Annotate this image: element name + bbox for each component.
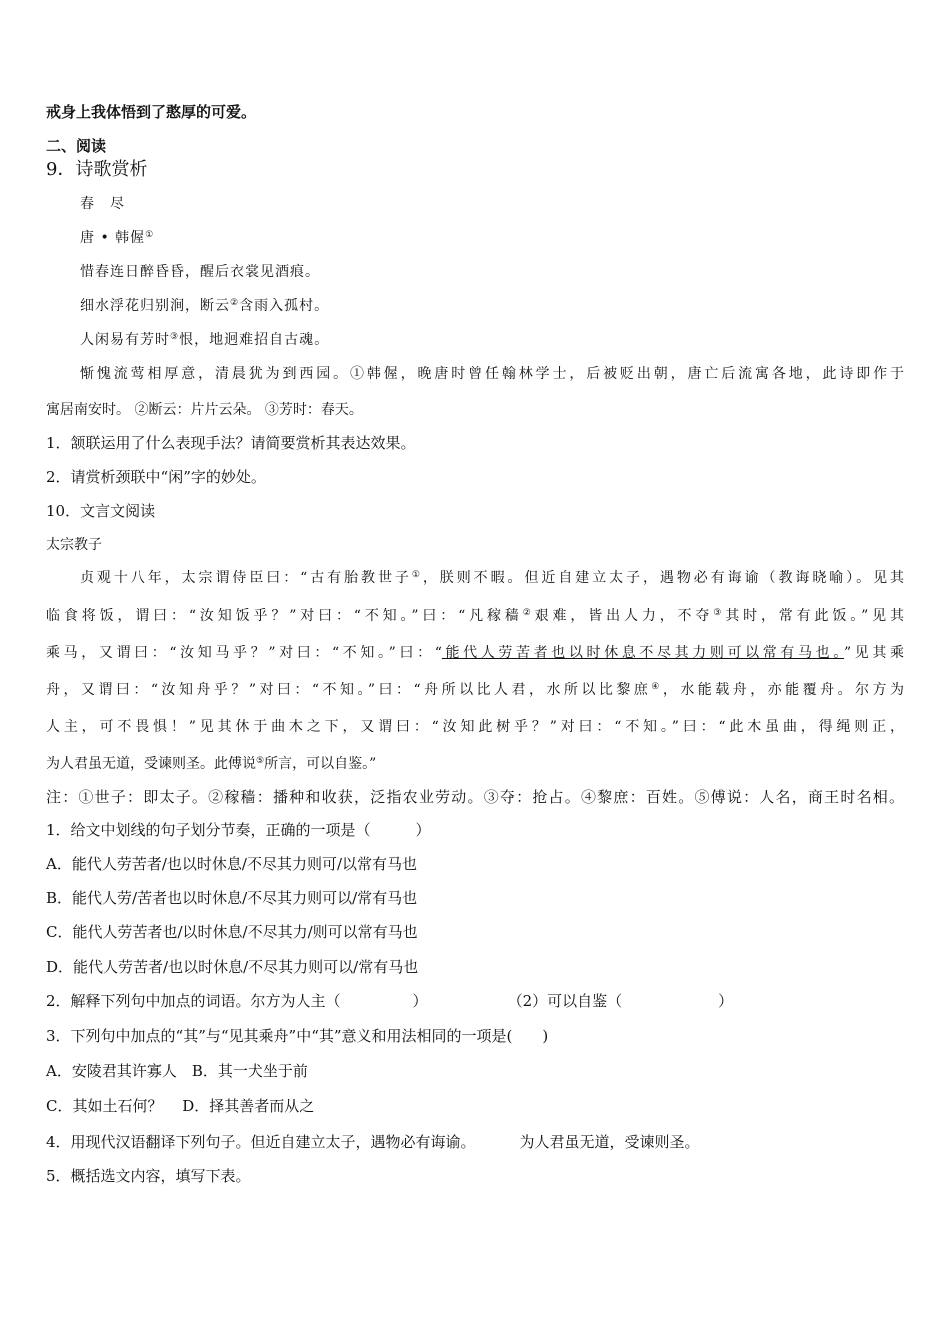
poem-line-3 [80, 330, 329, 350]
footnote-mark: ① [411, 570, 423, 580]
classical-para-line-6 [46, 754, 376, 774]
poem-line-1: 惜春连日醉昏昏，醒后衣裳见酒痕。 [80, 264, 320, 280]
top-line: 戒身上我体悟到了憨厚的可爱。 [46, 103, 257, 121]
footnote-mark: ③ [170, 332, 180, 342]
footnote-mark: ② [522, 608, 535, 618]
text-segment: ） [412, 992, 428, 1010]
q10-q1-option-b: B．能代人劳/苦者也以时休息/不尽其力则可以/常有马也 [46, 889, 418, 907]
poem-author-name: 唐 • 韩偓 [80, 230, 146, 246]
poem-notes-continued: 寓居南安时。 ②断云：片片云朵。 ③芳时：春天。 [46, 402, 363, 418]
poem-line-2 [80, 296, 329, 316]
footnote-mark: ② [230, 298, 240, 308]
classical-para-line-4 [46, 680, 904, 700]
text-segment: ”见其乘 [843, 645, 904, 661]
text-segment: 其时，常有此饭。”见其 [725, 608, 904, 624]
poem-author [80, 228, 154, 248]
classical-para-line-3 [46, 643, 904, 663]
poem-title: 春 尽 [80, 196, 125, 212]
text-segment: 艰难，皆出人力，不夺 [534, 608, 714, 624]
footnote-mark: ④ [651, 682, 663, 692]
text-segment: 所言，可以自鉴。” [264, 756, 377, 772]
footnote-mark: ③ [713, 608, 726, 618]
poem-line-4-with-notes: 惭愧流莺相厚意，清晨犹为到西园。①韩偓，晚唐时曾任翰林学士，后被贬出朝，唐亡后流寓各地，此诗即作于 [80, 366, 904, 382]
q10-question-3: 3．下列句中加点的“其”与“见其乘舟”中“其”意义和用法相同的一项是( ) [46, 1027, 549, 1045]
footnote-mark: ⑤ [256, 756, 265, 766]
question-9-title: 9．诗歌赏析 [46, 159, 148, 180]
text-segment: 2．解释下列句中加点的词语。尔方为人主（ [46, 992, 341, 1010]
poem-line-2-part-a: 细水浮花归别涧，断云 [80, 298, 230, 314]
section-title-reading: 二、阅读 [46, 137, 107, 155]
q10-question-2 [46, 991, 733, 1011]
classical-text-title: 太宗教子 [46, 537, 102, 553]
text-segment: ） [718, 992, 734, 1010]
q10-q3-options-ab: A．安陵君其许寡人 B．其一犬坐于前 [46, 1062, 308, 1080]
q10-q3-options-cd: C．其如土石何？ D．择其善者而从之 [46, 1097, 315, 1115]
underlined-sentence: 能代人劳苦者也以时休息不尽其力则可以常有马也。 [441, 645, 844, 661]
q10-question-1: 1．给文中划线的句子划分节奏，正确的一项是（ ） [46, 821, 431, 839]
poem-line-3-part-a: 人闲易有芳时 [80, 332, 170, 348]
poem-line-3-part-b: 恨，地迥难招自古魂。 [179, 332, 330, 348]
text-segment: 贞观十八年，太宗谓侍臣曰：“古有胎教世子 [80, 570, 412, 586]
q9-subquestion-2: 2．请赏析颈联中“闲”字的妙处。 [46, 468, 266, 486]
q10-question-4 [46, 1132, 700, 1152]
text-segment: 4．用现代汉语翻译下列句子。但近自建立太子，遇物必有诲谕。 [46, 1133, 476, 1151]
classical-para-line-1 [80, 568, 904, 588]
text-segment: （2）可以自鉴（ [507, 992, 623, 1010]
q10-q1-option-a: A．能代人劳苦者/也以时休息/不尽其力则可/以常有马也 [46, 855, 417, 873]
text-segment: 舟，又谓曰：“汝知舟乎？”对曰：“不知。”曰：“舟所以比人君，水所以比黎庶 [46, 682, 652, 698]
annotation: 注：①世子：即太子。②稼穑：播种和收获，泛指农业劳动。③夺：抢占。④黎庶：百姓。⑤傅说：人名，商王时名相。 [46, 788, 904, 806]
text-segment: ，朕则不暇。但近自建立太子，遇物必有诲谕（教诲晓喻）。见其 [422, 570, 904, 586]
text-segment: 为人君虽无道，受谏则圣。 [519, 1133, 700, 1151]
classical-para-line-5: 人主，可不畏惧！”见其休于曲木之下，又谓曰：“汝知此树乎？”对曰：“不知。”曰：“此木虽曲，得绳则正， [46, 719, 904, 735]
q10-q1-option-c: C．能代人劳苦者也/以时休息/不尽其力/则可以常有马也 [46, 923, 418, 941]
q10-question-5: 5．概括选文内容，填写下表。 [46, 1167, 251, 1185]
classical-para-line-2 [46, 606, 904, 626]
text-segment: 为人君虽无道，受谏则圣。此傅说 [46, 756, 256, 772]
q10-q1-option-d: D．能代人劳苦者/也以时休息/不尽其力则可以/常有马也 [46, 958, 419, 976]
question-10-title: 10．文言文阅读 [46, 502, 156, 520]
text-segment: 乘马，又谓曰：“汝知马乎？”对曰：“不知。”曰：“ [46, 645, 442, 661]
text-segment: 临食将饭，谓曰：“汝知饭乎？”对曰：“不知。”曰：“凡稼穑 [46, 608, 523, 624]
text-segment: ，水能载舟，亦能覆舟。尔方为 [662, 682, 904, 698]
footnote-mark: ① [145, 230, 155, 240]
poem-line-2-part-b: 含雨入孤村。 [239, 298, 330, 314]
q9-subquestion-1: 1．颔联运用了什么表现手法？请简要赏析其表达效果。 [46, 434, 416, 452]
